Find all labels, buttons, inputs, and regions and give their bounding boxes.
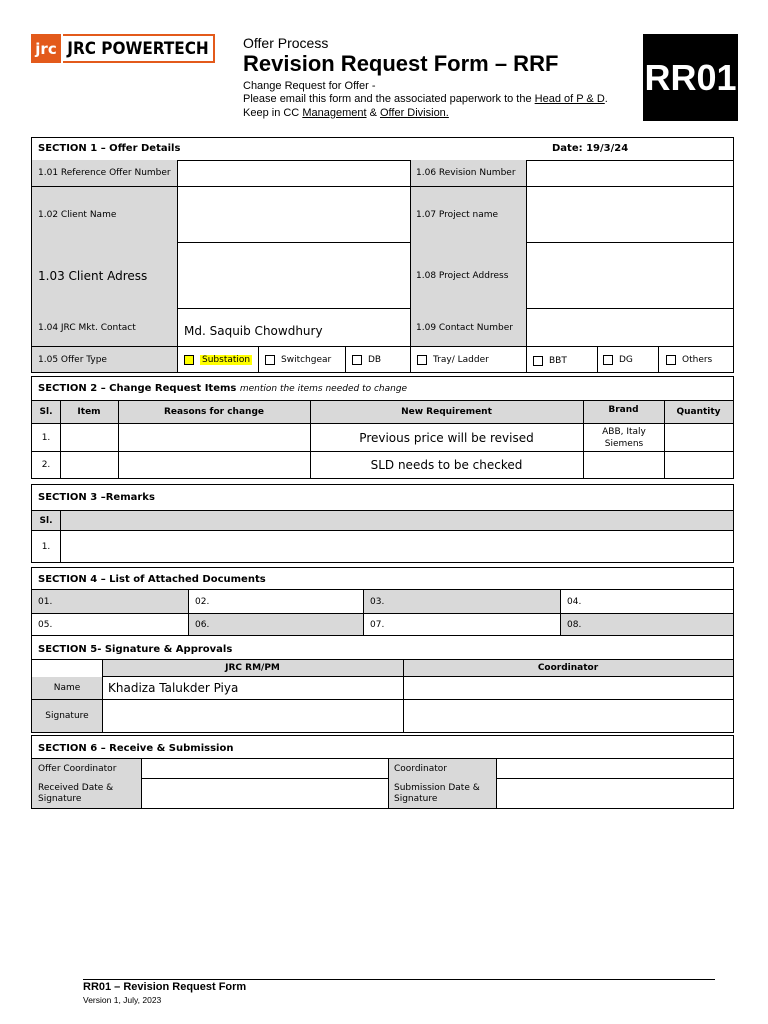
form-title: Revision Request Form – RRF <box>243 51 559 76</box>
signature-label: Signature <box>45 711 89 721</box>
client-address-label: 1.03 Client Adress <box>38 268 148 283</box>
client-address-field[interactable] <box>178 243 410 308</box>
table-row-1-brand[interactable]: ABB, Italy Siemens <box>602 426 646 449</box>
doc-07[interactable]: 07. <box>370 619 385 630</box>
header-line-2: Please email this form and the associated paperwork to the Head of P & D. <box>243 93 608 105</box>
table-row-2-requirement[interactable]: SLD needs to be checked <box>370 458 523 472</box>
header-line-3: Keep in CC Management & Offer Division. <box>243 107 449 119</box>
table-row-1-reason[interactable] <box>119 424 310 451</box>
submission-date-label: Submission Date & Signature <box>394 782 480 804</box>
contact-number-field[interactable] <box>527 309 733 346</box>
section-4-title: SECTION 4 – List of Attached Documents <box>38 574 266 585</box>
section-2-title: SECTION 2 – Change Request Items mention the items needed to change <box>38 383 408 394</box>
table-row-2-brand[interactable] <box>584 452 664 478</box>
offer-date: Date: 19/3/24 <box>552 143 629 154</box>
ref-offer-field[interactable] <box>178 161 410 186</box>
section-6 <box>31 735 734 809</box>
footer-version: Version 1, July, 2023 <box>83 995 162 1005</box>
revision-number-field[interactable] <box>527 161 733 186</box>
bbt-checkbox[interactable] <box>533 356 543 366</box>
table-row-2-item[interactable] <box>61 452 118 478</box>
rm-pm-signature-field[interactable] <box>103 700 403 732</box>
project-name-label: 1.07 Project name <box>416 209 499 220</box>
submission-date-field[interactable] <box>497 779 733 808</box>
doc-01[interactable]: 01. <box>38 596 53 607</box>
table-row-2-sl: 2. <box>41 460 51 470</box>
project-address-field[interactable] <box>527 243 733 308</box>
coordinator-label: Coordinator <box>394 764 448 774</box>
received-date-label: Received Date & Signature <box>38 782 114 804</box>
form-code-badge: RR01 <box>643 34 738 121</box>
client-name-field[interactable] <box>178 187 410 242</box>
doc-02[interactable]: 02. <box>195 596 210 607</box>
footer-divider <box>83 979 715 980</box>
project-address-label: 1.08 Project Address <box>416 270 509 281</box>
db-checkbox[interactable] <box>352 355 362 365</box>
name-label: Name <box>53 683 81 693</box>
footer-title: RR01 – Revision Request Form <box>83 981 247 993</box>
doc-06[interactable]: 06. <box>195 619 210 630</box>
remarks-row-1-field[interactable] <box>61 531 733 562</box>
offer-type-dg[interactable]: DG <box>603 347 633 372</box>
offer-type-substation[interactable]: Substation <box>184 347 252 372</box>
col-item: Item <box>77 407 101 417</box>
logo-text: JRC POWERTECH <box>63 36 213 61</box>
coordinator-signature-field[interactable] <box>404 700 733 732</box>
offer-type-others[interactable]: Others <box>666 347 712 372</box>
received-date-field[interactable] <box>142 779 388 808</box>
logo-mark: jrc <box>31 34 63 63</box>
offer-coordinator-field[interactable] <box>142 759 388 778</box>
table-row-2-qty[interactable] <box>665 452 733 478</box>
company-logo <box>31 34 215 63</box>
col-reasons: Reasons for change <box>164 407 264 417</box>
management-link[interactable]: Management <box>302 107 367 119</box>
remarks-row-1-sl: 1. <box>41 541 51 552</box>
doc-05[interactable]: 05. <box>38 619 53 630</box>
col-new-requirement: New Requirement <box>401 407 492 417</box>
process-label: Offer Process <box>243 35 329 51</box>
doc-04[interactable]: 04. <box>567 596 582 607</box>
offer-type-switchgear[interactable]: Switchgear <box>265 347 331 372</box>
header-line-1: Change Request for Offer - <box>243 80 376 92</box>
mkt-contact-label: 1.04 JRC Mkt. Contact <box>38 322 136 333</box>
table-row-1-sl: 1. <box>41 432 51 443</box>
section-5-title: SECTION 5- Signature & Approvals <box>38 644 233 655</box>
substation-checkbox[interactable] <box>184 355 194 365</box>
table-row-1-item[interactable] <box>61 424 118 451</box>
coordinator-field[interactable] <box>497 759 733 778</box>
table-row-2-reason[interactable] <box>119 452 310 478</box>
col-brand: Brand <box>608 405 639 415</box>
project-name-field[interactable] <box>527 187 733 242</box>
offer-division-link[interactable]: Offer Division. <box>379 107 449 119</box>
others-checkbox[interactable] <box>666 355 676 365</box>
col-coordinator: Coordinator <box>537 663 599 673</box>
switchgear-checkbox[interactable] <box>265 355 275 365</box>
table-row-1-qty[interactable] <box>665 424 733 451</box>
dg-checkbox[interactable] <box>603 355 613 365</box>
doc-08[interactable]: 08. <box>567 619 582 630</box>
offer-type-bbt[interactable]: BBT <box>533 348 567 373</box>
doc-03[interactable]: 03. <box>370 596 385 607</box>
section-1-title: SECTION 1 – Offer Details <box>38 143 181 154</box>
coordinator-name-field[interactable] <box>404 677 733 699</box>
section-3 <box>31 484 734 563</box>
offer-coordinator-label: Offer Coordinator <box>38 764 117 774</box>
revision-number-label: 1.06 Revision Number <box>416 168 516 178</box>
section-2-note: mention the items needed to change <box>239 384 408 394</box>
section-1 <box>31 137 734 373</box>
col-quantity: Quantity <box>676 407 721 417</box>
section-3-title: SECTION 3 –Remarks <box>38 492 155 503</box>
table-row-1-requirement[interactable]: Previous price will be revised <box>359 430 534 445</box>
offer-type-label: 1.05 Offer Type <box>38 354 107 365</box>
mkt-contact-value[interactable]: Md. Saquib Chowdhury <box>184 324 323 338</box>
section-5 <box>31 635 734 733</box>
head-pd-link[interactable]: Head of P & D <box>534 93 605 105</box>
section-6-title: SECTION 6 – Receive & Submission <box>38 743 234 754</box>
section-4 <box>31 567 734 636</box>
contact-number-label: 1.09 Contact Number <box>416 322 513 333</box>
ref-offer-label: 1.01 Reference Offer Number <box>38 168 171 178</box>
tray-ladder-checkbox[interactable] <box>417 355 427 365</box>
col-sl: Sl. <box>39 407 53 417</box>
remarks-sl-header: Sl. <box>39 515 53 526</box>
section-2 <box>31 376 734 479</box>
client-name-label: 1.02 Client Name <box>38 209 117 220</box>
offer-type-tray-ladder[interactable]: Tray/ Ladder <box>417 347 489 372</box>
offer-type-db[interactable]: DB <box>352 347 381 372</box>
col-jrc-rm-pm: JRC RM/PM <box>225 663 280 673</box>
rm-pm-name-value[interactable]: Khadiza Talukder Piya <box>108 681 239 695</box>
